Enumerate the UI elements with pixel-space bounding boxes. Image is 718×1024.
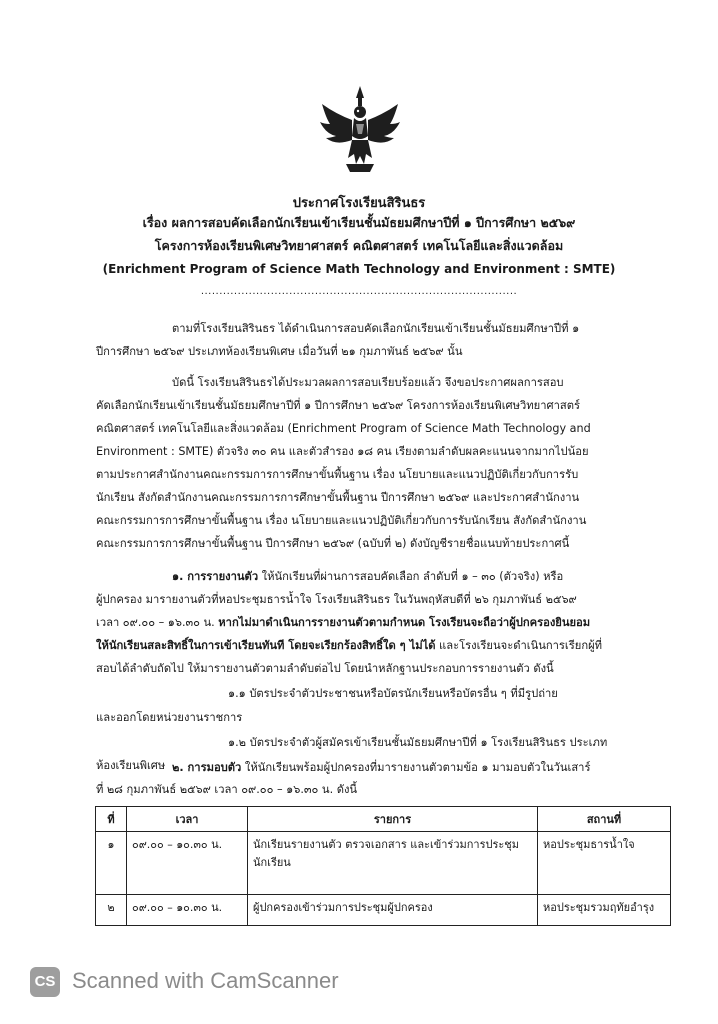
section-1-line-1 [172, 569, 563, 585]
table-row [96, 895, 671, 926]
section-2-line-1 [172, 760, 590, 776]
row-time: ๐๙.๐๐ – ๑๐.๓๐ น. [127, 832, 248, 895]
header-item: รายการ [248, 807, 538, 832]
paragraph-2-line-8: คณะกรรมการการศึกษาขั้นพื้นฐาน ปีการศึกษา ๒๕๖๙ (ฉบับที่ ๒) ดังบัญชีรายชื่อแนบท้ายประกาศนี้ [96, 537, 570, 550]
paragraph-2-line-2: คัดเลือกนักเรียนเข้าเรียนชั้นมัธยมศึกษาปีที่ ๑ ปีการศึกษา ๒๕๖๙ โครงการห้องเรียนพิเศษวิทยาศาสตร์ [96, 399, 580, 412]
schedule-table [95, 806, 671, 926]
row-place: หอประชุมรวมฤทัยอำรุง [538, 895, 671, 926]
section-1-time: เวลา ๐๙.๐๐ – ๑๖.๓๐ น. [96, 616, 219, 629]
section-1-item-2-line-1: ๑.๒ บัตรประจำตัวผู้สมัครเข้าเรียนชั้นมัธยมศึกษาปีที่ ๑ โรงเรียนสิรินธร ประเภท [228, 736, 608, 749]
announcement-title: ประกาศโรงเรียนสิรินธร [292, 196, 426, 211]
section-1-item-1-line-2: และออกโดยหน่วยงานราชการ [96, 711, 243, 724]
section-1-heading: ๑. การรายงานตัว [172, 570, 259, 583]
paragraph-2-line-4: Environment : SMTE) ตัวจริง ๓๐ คน และตัวสำรอง ๑๘ คน เรียงตามลำดับผลคะแนนจากมากไปน้อย [96, 445, 589, 458]
paragraph-1-line-1: ตามที่โรงเรียนสิรินธร ได้ดำเนินการสอบคัดเลือกนักเรียนเข้าเรียนชั้นมัธยมศึกษาปีที่ ๑ [172, 322, 580, 335]
row-no: ๒ [96, 895, 127, 926]
table-header-row [96, 807, 671, 832]
table-row [96, 832, 671, 895]
section-1-line-5: สอบได้ลำดับถัดไป ให้มารายงานตัวตามลำดับต่อไป โดยนำหลักฐานประกอบการรายงานตัว ดังนี้ [96, 662, 554, 675]
section-2-text: ให้นักเรียนพร้อมผู้ปกครองที่มารายงานตัวตามข้อ ๑ มามอบตัวในวันเสาร์ [244, 761, 591, 774]
header-no: ที่ [96, 807, 127, 832]
section-1-line-2: ผู้ปกครอง มารายงานตัวที่หอประชุมธารน้ำใจ โรงเรียนสิรินธร ในวันพฤหัสบดีที่ ๒๖ กุมภาพันธ์ ๒๕๖๙ [96, 593, 577, 606]
program-name-thai: โครงการห้องเรียนพิเศษวิทยาศาสตร์ คณิตศาสตร์ เทคโนโลยีและสิ่งแวดล้อม [154, 238, 564, 253]
row-time: ๐๙.๐๐ – ๑๐.๓๐ น. [127, 895, 248, 926]
camscanner-logo-icon: CS [30, 967, 60, 997]
section-2-line-2: ที่ ๒๘ กุมภาพันธ์ ๒๕๖๙ เวลา ๐๙.๐๐ – ๑๖.๓๐ น. ดังนี้ [96, 783, 358, 796]
section-1-item-2-line-2: ห้องเรียนพิเศษ [96, 759, 166, 772]
program-name-english: (Enrichment Program of Science Math Technology and Environment : SMTE) [102, 262, 616, 276]
paragraph-2-line-3: คณิตศาสตร์ เทคโนโลยีและสิ่งแวดล้อม (Enrichment Program of Science Math Technology and [96, 422, 591, 435]
paragraph-2-line-6: นักเรียน สังกัดสำนักงานคณะกรรมการการศึกษาขั้นพื้นฐาน ปีการศึกษา ๒๕๖๙ และประกาศสำนักงาน [96, 491, 580, 504]
paragraph-2-line-1: บัดนี้ โรงเรียนสิรินธรได้ประมวลผลการสอบเรียบร้อยแล้ว จึงขอประกาศผลการสอบ [172, 376, 564, 389]
section-1-warning: หากไม่มาดำเนินการรายงานตัวตามกำหนด โรงเรียนจะถือว่าผู้ปกครองยินยอม [218, 616, 591, 629]
announcement-subject: เรื่อง ผลการสอบคัดเลือกนักเรียนเข้าเรียนชั้นมัธยมศึกษาปีที่ ๑ ปีการศึกษา ๒๕๖๙ [142, 215, 576, 230]
row-item: ผู้ปกครองเข้าร่วมการประชุมผู้ปกครอง [248, 895, 538, 926]
garuda-emblem-icon [318, 84, 402, 176]
row-no: ๑ [96, 832, 127, 895]
section-1-line-4 [96, 638, 602, 654]
section-1-text: ให้นักเรียนที่ผ่านการสอบคัดเลือก ลำดับที่ ๑ – ๓๐ (ตัวจริง) หรือ [261, 570, 564, 583]
separator-dots: ...................................................................................... [200, 286, 518, 297]
section-2-heading: ๒. การมอบตัว [172, 761, 242, 774]
section-1-next: และโรงเรียนจะดำเนินการเรียกผู้ที่ [439, 639, 603, 652]
section-1-forfeit: ให้นักเรียนสละสิทธิ์ในการเข้าเรียนทันที โดยจะเรียกร้องสิทธิ์ใด ๆ ไม่ได้ [96, 639, 436, 652]
paragraph-1-line-2: ปีการศึกษา ๒๕๖๙ ประเภทห้องเรียนพิเศษ เมื่อวันที่ ๒๑ กุมภาพันธ์ ๒๕๖๙ นั้น [96, 345, 463, 358]
header-place: สถานที่ [538, 807, 671, 832]
row-item: นักเรียนรายงานตัว ตรวจเอกสาร และเข้าร่วมการประชุมนักเรียน [248, 832, 538, 895]
row-place: หอประชุมธารน้ำใจ [538, 832, 671, 895]
section-1-line-3 [96, 615, 590, 631]
paragraph-2-line-7: คณะกรรมการการศึกษาขั้นพื้นฐาน เรื่อง นโยบายและแนวปฏิบัติเกี่ยวกับการรับนักเรียน สังกัดสำนักงาน [96, 514, 587, 527]
camscanner-watermark: Scanned with CamScanner [72, 968, 339, 993]
header-time: เวลา [127, 807, 248, 832]
paragraph-2-line-5: ตามประกาศสำนักงานคณะกรรมการการศึกษาขั้นพื้นฐาน เรื่อง นโยบายและแนวปฏิบัติเกี่ยวกับการรับ [96, 468, 579, 481]
section-1-item-1-line-1: ๑.๑ บัตรประจำตัวประชาชนหรือบัตรนักเรียนหรือบัตรอื่น ๆ ที่มีรูปถ่าย [228, 687, 558, 700]
